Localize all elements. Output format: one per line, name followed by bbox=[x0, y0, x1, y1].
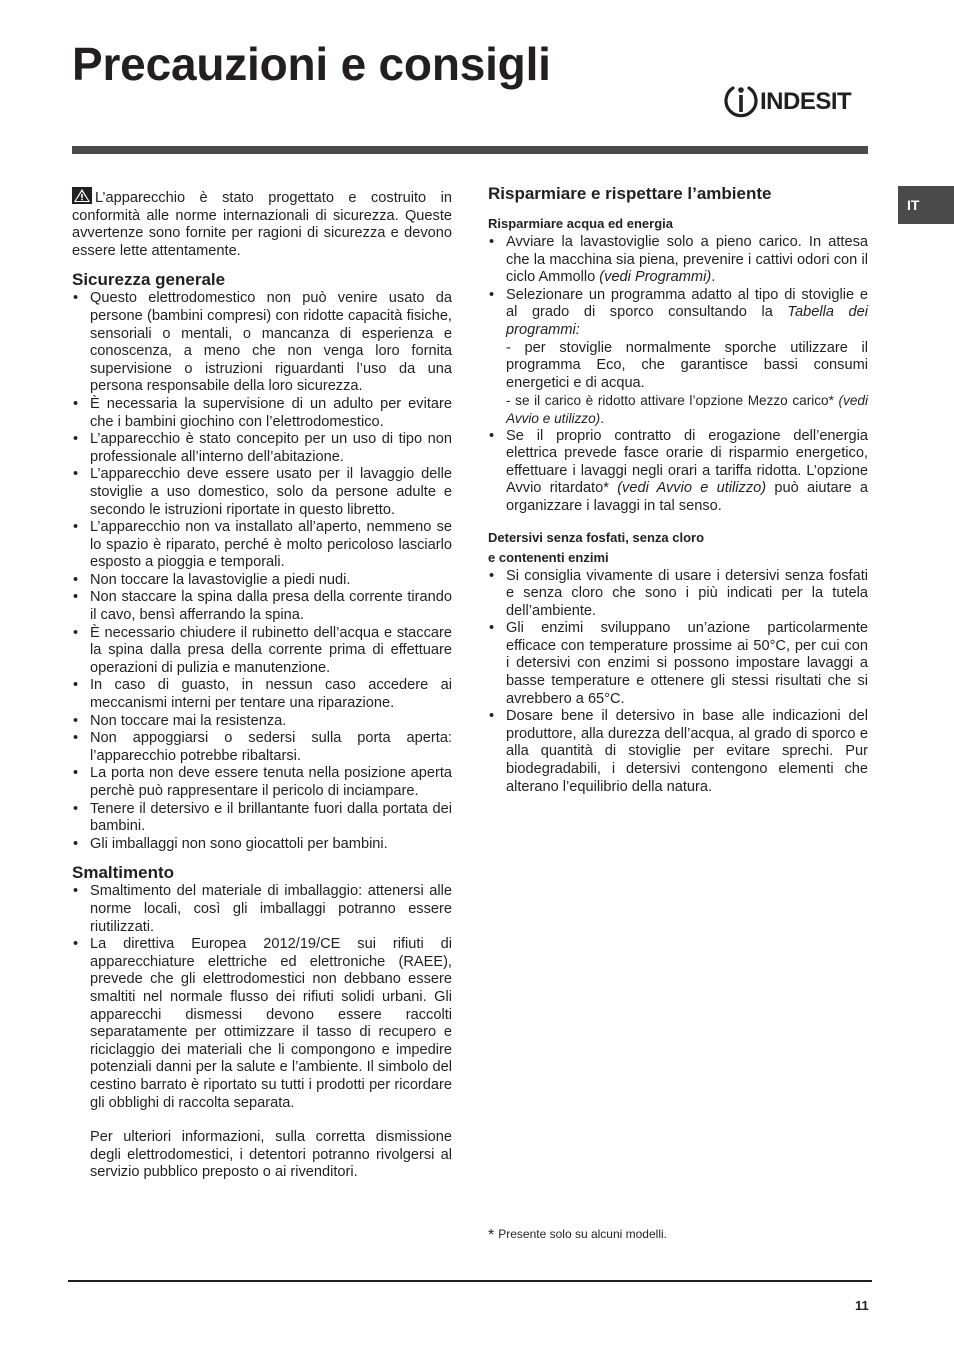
left-column bbox=[72, 187, 452, 1182]
list-item: • Non staccare la spina dalla presa della corrente tirando il cavo, bensì afferrando la spina. bbox=[72, 589, 452, 624]
list-item: • Dosare bene il detersivo in base alle indicazioni del produttore, alla durezza dell’acqua, al grado di sporco e alla quantità di stoviglie per evitare sprechi. Pur biodegradabili, i detersivi contengono elementi che alterano l’equilibrio della natura. bbox=[488, 708, 868, 796]
list-item: • Si consiglia vivamente di usare i detersivi senza fosfati e senza cloro che sono i più indicati per la tutela dell’ambiente. bbox=[488, 568, 868, 621]
smaltimento-list bbox=[72, 883, 452, 1112]
list-item: • L’apparecchio deve essere usato per il lavaggio delle stoviglie a uso domestico, solo da persone adulte e secondo le istruzioni riportate in questo libretto. bbox=[72, 466, 452, 519]
item-text: può aiutare a organizzare i lavaggi in tal senso. bbox=[506, 480, 868, 514]
list-item: • Smaltimento del materiale di imballaggio: attenersi alle norme locali, così gli imballaggi potranno essere riutilizzati. bbox=[72, 883, 452, 936]
item-text: Avviare la lavastoviglie solo a pieno carico. In attesa che la macchina sia piena, prevenire i cattivi odori con il ciclo Ammollo bbox=[506, 234, 868, 286]
sicurezza-heading: Sicurezza generale bbox=[72, 270, 226, 290]
item-reference: (vedi Programmi) bbox=[599, 269, 712, 286]
list-item: • Tenere il detersivo e il brillantante fuori dalla portata dei bambini. bbox=[72, 801, 452, 836]
list-item bbox=[488, 428, 868, 516]
risparmio-subheading: Risparmiare acqua ed energia bbox=[488, 216, 673, 231]
list-item: • Non appoggiarsi o sedersi sulla porta aperta: l’apparecchio potrebbe ribaltarsi. bbox=[72, 730, 452, 765]
brand-logo bbox=[724, 84, 864, 120]
list-item: • È necessaria la supervisione di un adulto per evitare che i bambini giochino con l’elettrodomestico. bbox=[72, 396, 452, 431]
list-item: • L’apparecchio è stato concepito per un uso di tipo non professionale all’interno dell’abitazione. bbox=[72, 431, 452, 466]
smaltimento-extra: Per ulteriori informazioni, sulla corretta dismissione degli elettrodomestici, i detentori potranno rivolgersi al servizio pubblico preposto o ai rivenditori. bbox=[90, 1129, 452, 1181]
list-item bbox=[488, 287, 868, 428]
intro-paragraph bbox=[72, 187, 452, 260]
list-item: • Non toccare la lavastoviglie a piedi nudi. bbox=[72, 572, 452, 590]
item-text: Selezionare un programma adatto al tipo di stoviglie e al grado di sporco consultando la bbox=[506, 286, 868, 321]
footnote bbox=[488, 1226, 667, 1244]
item-subline: - se il carico è ridotto attivare l’opzione Mezzo carico* (vedi Avvio e utilizzo). bbox=[506, 393, 869, 426]
indesit-i-icon bbox=[724, 84, 758, 120]
risparmio-list bbox=[488, 234, 868, 516]
list-item: • La direttiva Europea 2012/19/CE sui rifiuti di apparecchiature elettriche ed elettroniche (RAEE), prevede che gli elettrodomestici non debbano essere smaltiti nel normale flusso dei rifiuti solidi urbani. Gli apparecchi dismessi devono essere raccolti separatamente per ottimizzare il tasso di recupero e riciclaggio dei materiali che li compongono e impedire potenziali danni per la salute e l’ambiente. Il simbolo del cestino barrato è riportato su tutti i prodotti per ricordare gli obblighi di raccolta separata. bbox=[72, 936, 452, 1112]
list-item: • Non toccare mai la resistenza. bbox=[72, 713, 452, 731]
item-reference: Tabella dei programmi: bbox=[506, 304, 869, 338]
sicurezza-list bbox=[72, 290, 452, 853]
header-rule bbox=[72, 146, 868, 154]
list-item: • Avviare la lavastoviglie solo a pieno carico. In attesa che la macchina sia piena, prevenire i cattivi odori con il ciclo Ammollo (vedi Programmi). bbox=[488, 234, 868, 287]
list-item: • La porta non deve essere tenuta nella posizione aperta perchè può rappresentare il pericolo di inciampare. bbox=[72, 765, 452, 800]
list-item: • L’apparecchio non va installato all’aperto, nemmeno se lo spazio è riparato, perché è molto pericoloso lasciarlo esposto a pioggia e temporali. bbox=[72, 519, 452, 572]
detersivi-list bbox=[488, 568, 868, 797]
item-reference: (vedi Avvio e utilizzo) bbox=[506, 393, 869, 426]
item-reference: (vedi Avvio e utilizzo) bbox=[617, 480, 767, 497]
footnote-text: Presente solo su alcuni modelli. bbox=[498, 1227, 667, 1241]
footnote-marker: * bbox=[488, 1227, 495, 1244]
item-text: Se il proprio contratto di erogazione dell’energia elettrica prevede fasce orarie di risparmio energetico, effettuare i lavaggi negli orari a tariffa ridotta. L’opzione Avvio ritardato* bbox=[506, 427, 868, 497]
warning-triangle-icon bbox=[72, 187, 92, 204]
risparmio-heading: Risparmiare e rispettare l’ambiente bbox=[488, 184, 772, 203]
right-column bbox=[488, 184, 868, 796]
page-title: Precauzioni e consigli bbox=[72, 38, 551, 90]
detersivi-subheading: Detersivi senza fosfati, senza cloro e contenenti enzimi bbox=[488, 529, 705, 565]
list-item: • Gli imballaggi non sono giocattoli per bambini. bbox=[72, 836, 452, 854]
list-item: • Questo elettrodomestico non può venire usato da persone (bambini compresi) con ridotte capacità fisiche, sensoriali o mentali, o mancanza di esperienza e conoscenza, a meno che non venga loro fornita supervisione o istruzioni riguardanti l’uso da una persona responsabile della loro sicurezza. bbox=[72, 290, 452, 396]
list-item: • In caso di guasto, in nessun caso accedere ai meccanismi interni per tentare una riparazione. bbox=[72, 677, 452, 712]
smaltimento-heading: Smaltimento bbox=[72, 863, 175, 883]
page-number: 11 bbox=[855, 1298, 869, 1313]
intro-text: L’apparecchio è stato progettato e costruito in conformità alle norme internazionali di sicurezza. Queste avvertenze sono fornite per ragioni di sicurezza e devono essere lette attentamente. bbox=[72, 190, 452, 259]
list-item: • È necessario chiudere il rubinetto dell’acqua e staccare la spina dalla presa della corrente prima di effettuare operazioni di pulizia e manutenzione. bbox=[72, 625, 452, 678]
item-subline: - per stoviglie normalmente sporche utilizzare il programma Eco, che garantisce bassi consumi energetici e di acqua. bbox=[506, 339, 868, 391]
language-tab: IT bbox=[898, 186, 954, 224]
footer-rule bbox=[68, 1280, 872, 1282]
list-item: • Gli enzimi sviluppano un’azione particolarmente efficace con temperature prossime ai 50°C, per cui con i detersivi con enzimi si possono impostare lavaggi a basse temperature e ottenere gli stessi risultati che si avrebbero a 65°C. bbox=[488, 620, 868, 708]
brand-name: INDESIT bbox=[760, 88, 852, 115]
